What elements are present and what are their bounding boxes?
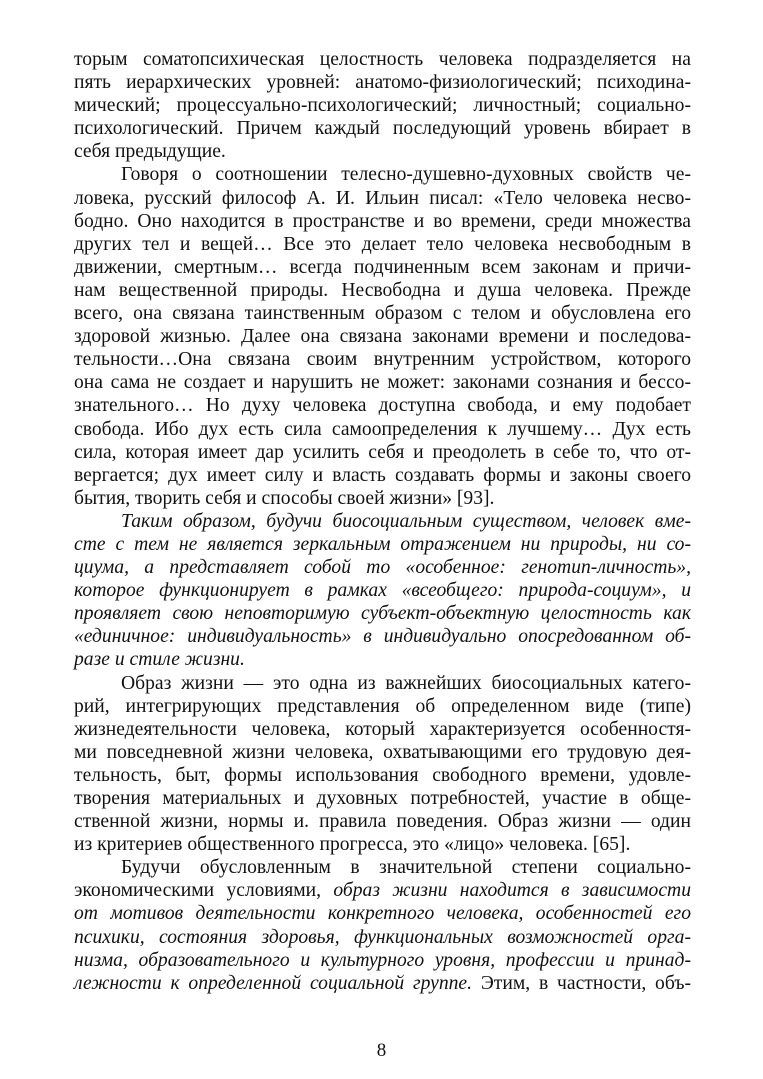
text-line: от мотивов деятельности конкретного человека, особенностей его (74, 903, 691, 925)
text-line: нам вещественной природы. Несвободна и душа человека. Прежде (74, 279, 691, 301)
text-line: бодно. Оно находится в пространстве и во времени, среди множества (74, 210, 691, 232)
text-line: себя предыдущие. (74, 141, 226, 163)
text-line: ми повседневной жизни человека, охватывающими его трудовую дея- (74, 741, 691, 763)
text-line: которое функционирует в рамках «всеобщего: природа-социум», и (74, 580, 691, 602)
paragraph-1 (74, 48, 691, 163)
text-line: проявляет свою неповторимую субъект-объектную целостность как (74, 603, 691, 625)
text-line: вергается; дух имеет силу и власть создавать формы и законы своего (74, 464, 691, 486)
text-line-mixed (74, 972, 691, 995)
text-line: «единичное: индивидуальность» в индивидуально опосредованном об- (74, 626, 691, 648)
text-line: ловека, русский философ А. И. Ильин писал: «Тело человека несво- (74, 187, 691, 209)
text-line: рий, интегрирующих представления об определенном виде (типе) (74, 695, 691, 717)
text-line: пять иерархических уровней: анатомо-физиологический; психодина- (74, 72, 691, 94)
text-line: низма, образовательного и культурного уровня, профессии и принад- (74, 949, 691, 971)
italic-run: лежности к определенной социальной группе. (74, 972, 473, 994)
text-run: экономическими условиями, (74, 880, 334, 902)
text-line: торым соматопсихическая целостность человека подразделяется на (74, 49, 691, 70)
text-line: свобода. Ибо дух есть сила самоопределения к лучшему… Дух есть (74, 418, 691, 440)
text-run: Этим, в частности, объ- (472, 972, 691, 994)
text-line: знательного… Но духу человека доступна свобода, и ему подобает (74, 395, 691, 417)
document-page (74, 48, 691, 995)
text-line: Таким образом, будучи биосоциальным существом, человек вме- (121, 510, 691, 532)
text-line: циума, а представляет собой то «особенное: генотип-личность», (74, 557, 691, 579)
text-line: разе и стиле жизни. (74, 649, 245, 671)
text-line: психологический. Причем каждый последующий уровень вбирает в (74, 118, 691, 140)
text-line: из критериев общественного прогресса, это «лицо» человека. [65]. (74, 834, 631, 856)
text-line: сила, которая имеет дар усилить себя и преодолеть в себе то, что от- (74, 441, 691, 463)
paragraph-5 (74, 856, 691, 995)
text-line-mixed (74, 879, 691, 902)
text-line: Говоря о соотношении телесно-душевно-духовных свойств че- (121, 164, 691, 186)
text-line: мический; процессуально-психологический; личностный; социально- (74, 95, 691, 117)
text-line: всего, она связана таинственным образом с телом и обусловлена его (74, 303, 691, 325)
text-line: Будучи обусловленным в значительной степени социально- (121, 857, 691, 879)
text-line: творения материальных и духовных потребностей, участие в обще- (74, 788, 691, 809)
text-line: здоровой жизнью. Далее она связана законами времени и последова- (74, 326, 691, 348)
paragraph-4 (74, 672, 691, 857)
paragraph-3-italic (74, 510, 691, 672)
text-line: движении, смертным… всегда подчиненным всем законам и причи- (74, 256, 691, 278)
text-line: бытия, творить себя и способы своей жизни» [93]. (74, 487, 495, 509)
text-line: ственной жизни, нормы и. правила поведения. Образ жизни — один (74, 811, 691, 833)
text-line: сте с тем не является зеркальным отражением ни природы, ни со- (74, 533, 691, 555)
text-line: тельности…Она связана своим внутренним устройством, которого (74, 349, 691, 371)
page-number: 8 (376, 1040, 387, 1061)
text-line: жизнедеятельности человека, который характеризуется особенностя- (74, 718, 691, 740)
paragraph-2 (74, 163, 691, 509)
text-line: других тел и вещей… Все это делает тело человека несвободным в (74, 233, 691, 255)
italic-run: образ жизни находится в зависимости (333, 880, 691, 902)
text-line: тельность, быт, формы использования свободного времени, удовле- (74, 764, 691, 786)
text-line: Образ жизни — это одна из важнейших биосоциальных катего- (121, 672, 691, 694)
text-line: она сама не создает и нарушить не может: законами сознания и бессо- (74, 372, 691, 394)
text-line: психики, состояния здоровья, функциональных возможностей орга- (74, 926, 691, 948)
